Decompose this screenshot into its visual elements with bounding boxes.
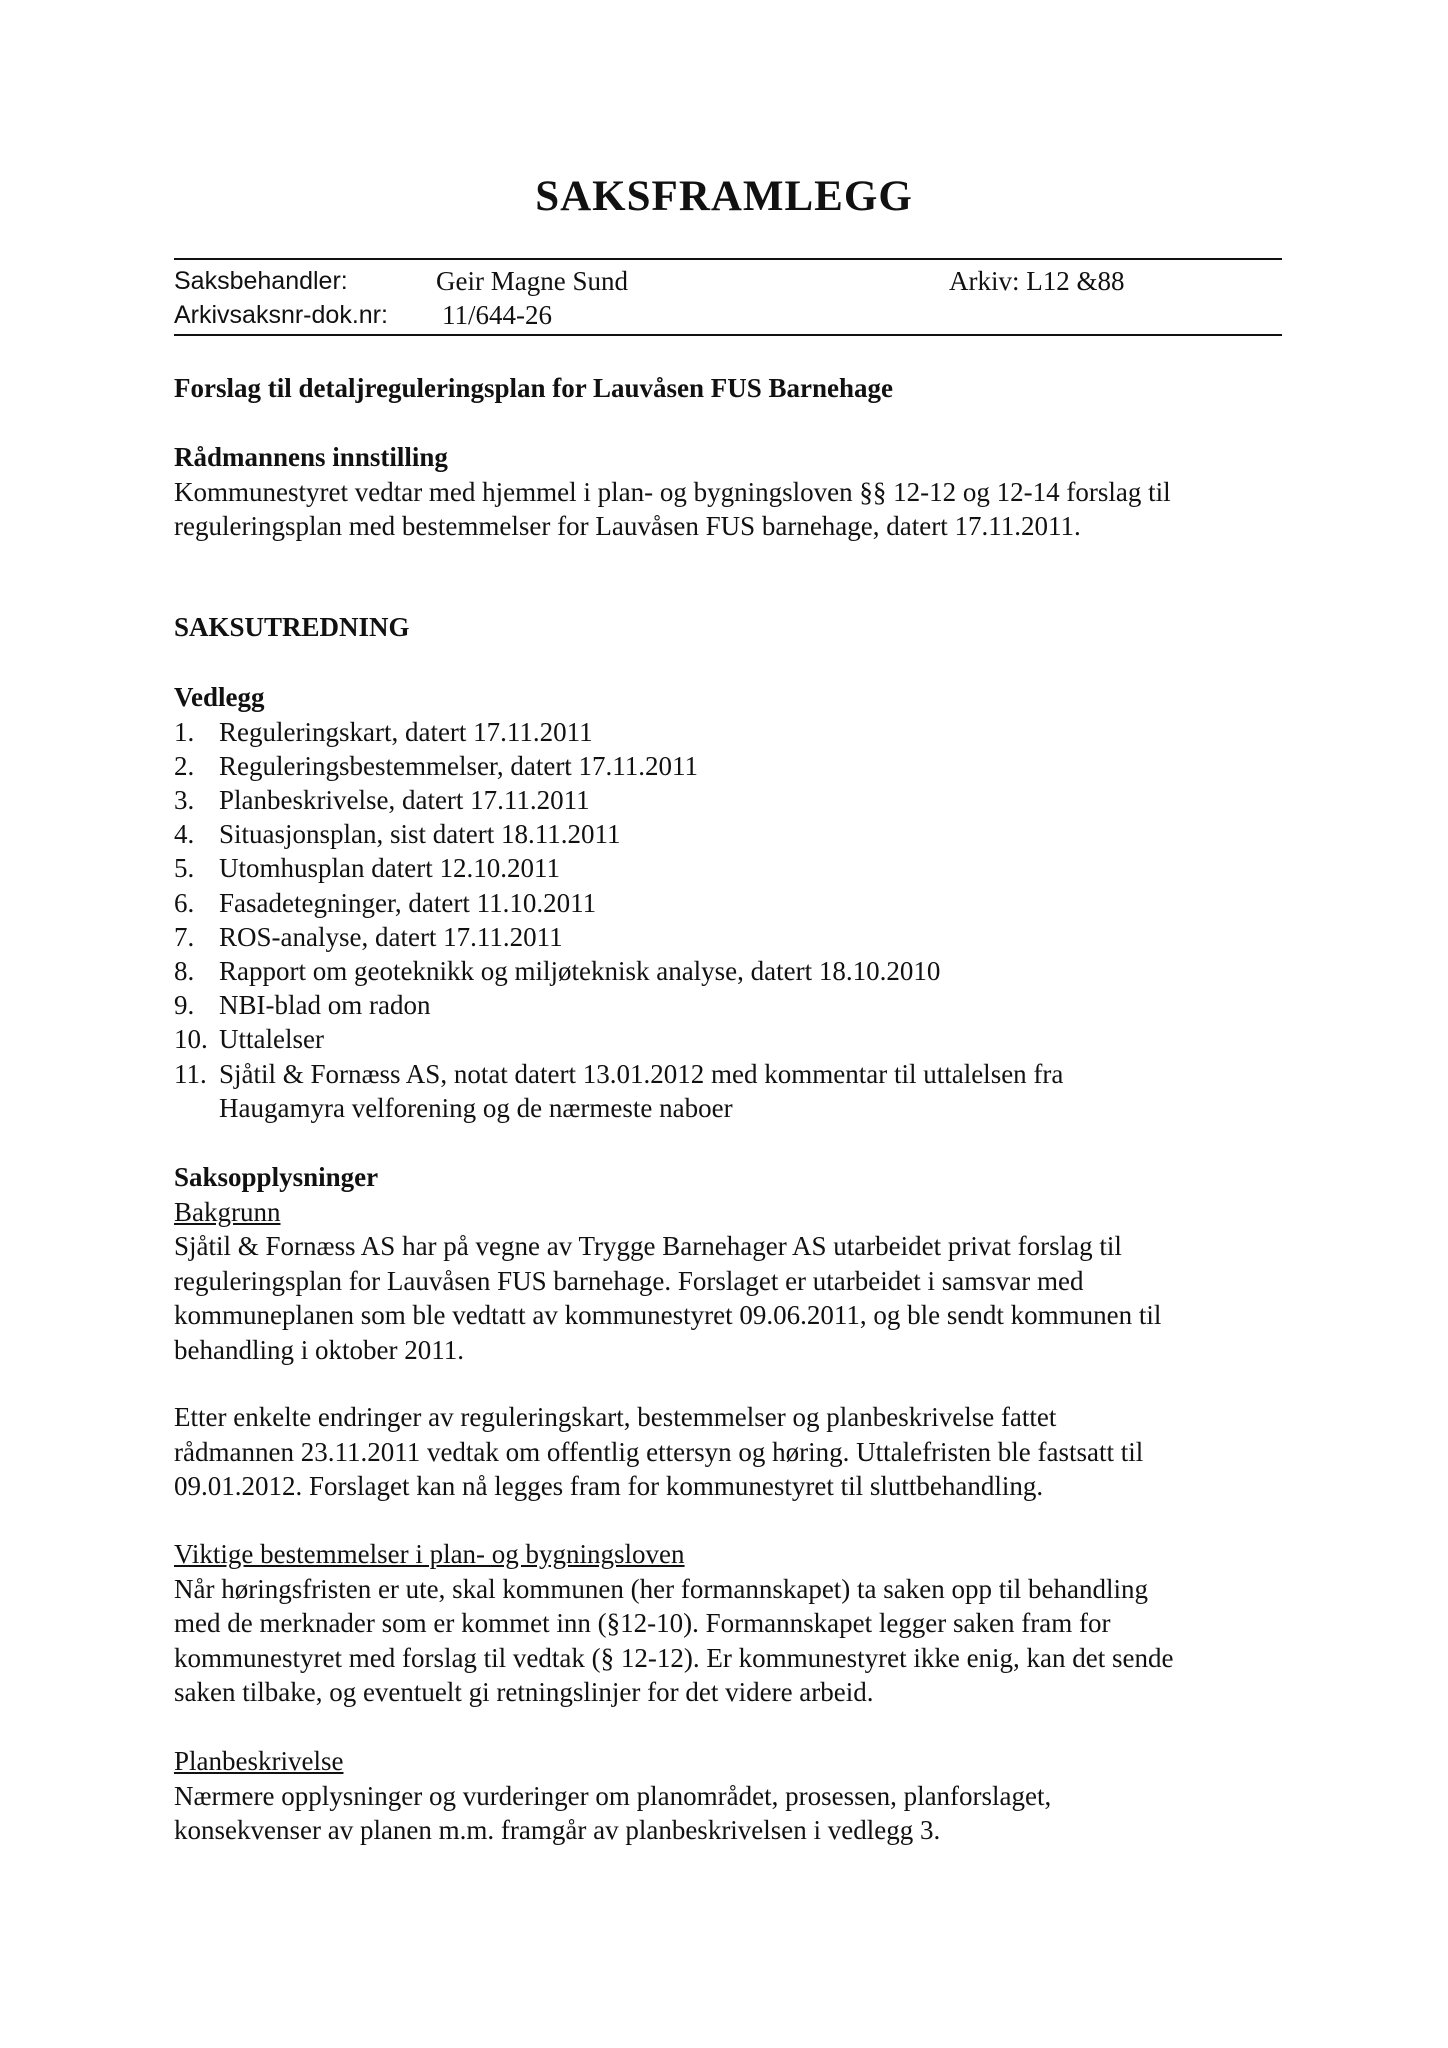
paragraph-line: rådmannen 23.11.2011 vedtak om offentlig ettersyn og høring. Uttalefristen ble fastsatt til — [174, 1436, 1144, 1467]
list-item-text: Rapport om geoteknikk og miljøteknisk analyse, datert 18.10.2010 — [219, 955, 941, 986]
saksopplysninger-section — [174, 1160, 1294, 1367]
bakgrunn-paragraph-2 — [174, 1400, 1294, 1504]
list-item-line: Haugamyra velforening og de nærmeste naboer — [219, 1092, 733, 1123]
paragraph-line: kommunestyret med forslag til vedtak (§ 12-12). Er kommunestyret ikke enig, kan det sende — [174, 1642, 1174, 1673]
bakgrunn-line: behandling i oktober 2011. — [174, 1334, 464, 1365]
innstilling-heading: Rådmannens innstilling — [174, 442, 448, 472]
list-item — [174, 920, 1294, 954]
bakgrunn-heading: Bakgrunn — [174, 1196, 281, 1227]
innstilling-line: reguleringsplan med bestemmelser for Lauvåsen FUS barnehage, datert 17.11.2011. — [174, 511, 1081, 541]
arkivsaksnr-label: Arkivsaksnr-dok.nr: — [174, 301, 388, 329]
list-item-number: 9. — [174, 990, 195, 1021]
list-item-number: 2. — [174, 750, 195, 781]
list-item-text: Reguleringsbestemmelser, datert 17.11.2011 — [219, 750, 699, 781]
list-item — [174, 1022, 1294, 1056]
planbeskrivelse-section — [174, 1744, 1294, 1848]
list-item — [174, 749, 1294, 783]
saksutredning-heading: SAKSUTREDNING — [174, 612, 410, 642]
list-item-text: ROS-analyse, datert 17.11.2011 — [219, 921, 563, 952]
list-item — [174, 783, 1294, 817]
paragraph-line: konsekvenser av planen m.m. framgår av planbeskrivelsen i vedlegg 3. — [174, 1815, 941, 1845]
list-item-number: 4. — [174, 819, 195, 850]
paragraph-line: Etter enkelte endringer av reguleringskart, bestemmelser og planbeskrivelse fattet — [174, 1402, 1057, 1432]
document-title: SAKSFRAMLEGG — [535, 173, 913, 220]
innstilling-section — [174, 440, 1294, 544]
meta-block — [174, 265, 1282, 335]
list-item — [174, 715, 1294, 749]
list-item-text: Fasadetegninger, datert 11.10.2011 — [219, 887, 597, 918]
vedlegg-heading: Vedlegg — [174, 682, 265, 712]
saksbehandler-value: Geir Magne Sund — [436, 266, 628, 296]
list-item-number: 6. — [174, 887, 195, 918]
bestemmelser-section — [174, 1537, 1294, 1710]
arkiv-value: Arkiv: L12 &88 — [949, 266, 1125, 296]
bakgrunn-line: kommuneplanen som ble vedtatt av kommunestyret 09.06.2011, og ble sendt kommunen til — [174, 1300, 1162, 1330]
header-rule-bottom — [174, 334, 1282, 336]
list-item-number: 5. — [174, 853, 195, 884]
list-item-text: Utomhusplan datert 12.10.2011 — [219, 853, 560, 884]
list-item-text: Planbeskrivelse, datert 17.11.2011 — [219, 784, 590, 815]
arkivsaksnr-value: 11/644-26 — [442, 300, 552, 330]
paragraph-line: med de merknader som er kommet inn (§12-10). Formannskapet legger saken fram for — [174, 1608, 1111, 1638]
list-item-text: Uttalelser — [219, 1024, 324, 1055]
saksbehandler-label: Saksbehandler: — [174, 267, 348, 295]
saksopplysninger-heading: Saksopplysninger — [174, 1162, 379, 1192]
planbeskrivelse-heading: Planbeskrivelse — [174, 1746, 344, 1776]
list-item-text: Reguleringskart, datert 17.11.2011 — [219, 716, 593, 747]
list-item — [174, 886, 1294, 920]
vedlegg-list — [174, 715, 1294, 1125]
list-item-line: Sjåtil & Fornæss AS, notat datert 13.01.2012 med kommentar til uttalelsen fra — [219, 1058, 1064, 1089]
list-item-number: 1. — [174, 716, 195, 747]
bakgrunn-line: Sjåtil & Fornæss AS har på vegne av Trygge Barnehager AS utarbeidet privat forslag til — [174, 1231, 1122, 1261]
case-heading: Forslag til detaljreguleringsplan for Lauvåsen FUS Barnehage — [174, 373, 894, 403]
list-item — [174, 817, 1294, 851]
list-item-number: 11. — [174, 1058, 207, 1089]
list-item-number: 7. — [174, 921, 195, 952]
list-item-number: 3. — [174, 784, 195, 815]
list-item — [174, 988, 1294, 1022]
list-item — [174, 1057, 1294, 1125]
list-item — [174, 851, 1294, 885]
paragraph-line: Nærmere opplysninger og vurderinger om planområdet, prosessen, planforslaget, — [174, 1780, 1052, 1811]
list-item-text: Situasjonsplan, sist datert 18.11.2011 — [219, 819, 621, 850]
header-rule-top — [174, 258, 1282, 260]
paragraph-line: Når høringsfristen er ute, skal kommunen (her formannskapet) ta saken opp til behandling — [174, 1573, 1148, 1604]
paragraph-line: saken tilbake, og eventuelt gi retningslinjer for det videre arbeid. — [174, 1677, 874, 1707]
vedlegg-section — [174, 680, 1294, 1125]
list-item-number: 8. — [174, 955, 195, 986]
list-item-text — [219, 1057, 1294, 1125]
list-item-text: NBI-blad om radon — [219, 990, 431, 1021]
bakgrunn-line: reguleringsplan for Lauvåsen FUS barnehage. Forslaget er utarbeidet i samsvar med — [174, 1265, 1084, 1296]
bestemmelser-heading: Viktige bestemmelser i plan- og bygningsloven — [174, 1539, 685, 1569]
list-item — [174, 954, 1294, 988]
innstilling-line: Kommunestyret vedtar med hjemmel i plan- og bygningsloven §§ 12-12 og 12-14 forslag til — [174, 476, 1171, 507]
list-item-number: 10. — [174, 1024, 208, 1055]
paragraph-line: 09.01.2012. Forslaget kan nå legges fram for kommunestyret til sluttbehandling. — [174, 1471, 1044, 1501]
